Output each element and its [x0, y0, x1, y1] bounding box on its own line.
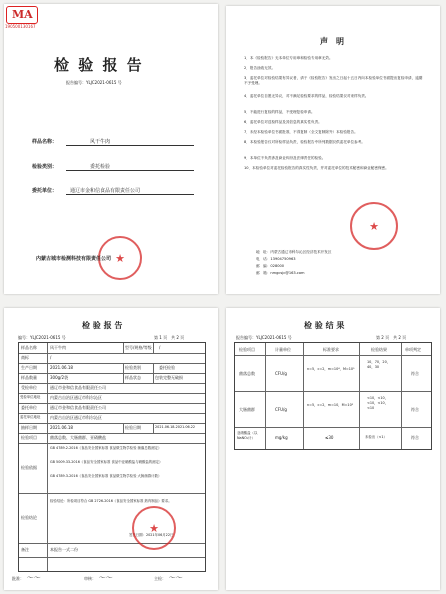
table-value: 2021.06.18-2021.06.22	[155, 425, 196, 429]
table-value: 包装完整无破损	[155, 375, 183, 380]
test-type-label: 检验类别：	[32, 164, 58, 170]
stamp-star-icon: ★	[115, 251, 125, 265]
table-label: 样品名称	[21, 345, 37, 350]
page-number: 第 2 页 共 2 页	[376, 335, 407, 340]
result-verdict: 符合	[411, 435, 419, 440]
result-requirement: n=5，c=2，m=10⁴，M=10⁵	[307, 367, 355, 371]
table-label: 样品状态	[125, 375, 141, 380]
official-stamp	[132, 506, 176, 550]
table-label: 检验类别	[125, 365, 141, 370]
results-table	[234, 342, 432, 450]
table-value: 内蒙古自治区通辽市科尔沁区	[50, 395, 102, 400]
page-number: 第 1 页 共 2 页	[154, 335, 185, 340]
remark-text: 本报告一式二份	[50, 547, 78, 552]
result-unit: CFU/g	[275, 407, 287, 412]
conclusion-label: 检验结论	[21, 515, 37, 520]
statement-item: 1．本《检验报告》无本单位专用章和检验专用章无效。	[244, 56, 333, 60]
tester-label: 主检：	[154, 576, 166, 581]
approver-label: 批准：	[12, 576, 24, 581]
reviewer-signature: ～～	[98, 574, 112, 582]
table-label: 检验项目	[21, 435, 37, 440]
table-value: 通辽市金和信食品有限责任公司	[50, 405, 106, 410]
stamp-star-icon: ★	[369, 219, 379, 233]
result-unit: mg/kg	[275, 435, 288, 440]
result-verdict: 符合	[411, 407, 419, 412]
result-unit: CFU/g	[275, 371, 287, 376]
basis-item: GB 4789.3-2016《食品安全国家标准 食品微生物学检验 大肠菌群计数》	[50, 474, 162, 478]
table-label: 样品数量	[21, 375, 37, 380]
table-value: 风干牛肉	[50, 345, 66, 350]
table-label: 型号/规格/等级	[125, 345, 152, 350]
statement-item: 5．不能进行复检的样品，不受理复检申请。	[244, 110, 315, 114]
stamp-star-icon: ★	[149, 521, 159, 535]
contact-phone: 电 话：13904750963	[256, 257, 296, 261]
report-table	[18, 342, 206, 572]
table-label: 受检单位	[21, 385, 37, 390]
column-header: 计量单位	[275, 347, 291, 352]
table-value: 2021.06.18	[50, 365, 73, 370]
statement-item: 10．本检验单位对委托检验报告的真实性负责，并对委托单位的技术秘密和商业秘密保密。	[244, 166, 389, 170]
report-detail-page	[4, 308, 218, 590]
statement-item: 6．委托单位对送检样品及其信息的真实性负责。	[244, 120, 322, 124]
issue-date: 签发日期：2021年06月22日	[129, 533, 174, 537]
table-label: 商标	[21, 355, 29, 360]
report-number: 编号：YLJC2021-0615 号	[18, 335, 66, 340]
reviewer-label: 审核：	[84, 576, 96, 581]
result-value: 10，70，20，40，30	[367, 360, 391, 369]
statement-item: 8．本检验报告仅对所检样品负责，检验报告中所列数据仅供委托单位参考。	[244, 140, 365, 144]
statement-page	[226, 6, 440, 294]
contact-email: 邮 箱：nmgcsjc@163.com	[256, 271, 305, 275]
contact-postcode: 邮 编：028000	[256, 264, 285, 268]
test-type-value: 委托检验	[90, 164, 111, 170]
table-label: 抽样日期	[21, 425, 37, 430]
table-value: 委托检验	[159, 365, 175, 370]
tester-signature: ～～	[168, 574, 182, 582]
table-value: /	[159, 345, 161, 350]
statement-item: 2．报告涂改无效。	[244, 66, 276, 70]
issuer-name: 内蒙古城市检测科技有限责任公司	[36, 256, 112, 262]
report-title: 检 验 报 告	[82, 320, 123, 330]
table-label: 委托单位地址	[20, 415, 41, 419]
basis-label: 检验依据	[21, 465, 37, 470]
table-value: 300g/2袋	[50, 375, 69, 380]
report-number: 报告编号：YLJC2021-0615 号	[66, 80, 122, 85]
result-verdict: 符合	[411, 371, 419, 376]
results-title: 检 验 结 果	[304, 320, 345, 330]
official-stamp	[350, 202, 398, 250]
contact-address: 地 址：内蒙古通辽市科尔沁区经济技术开发区	[256, 250, 332, 254]
approver-signature: ～～	[26, 574, 40, 582]
client-label: 委托单位：	[32, 188, 58, 194]
table-value: 2021.06.18	[50, 425, 73, 430]
report-number: 报告编号：YLJC2021-0615 号	[236, 335, 292, 340]
report-cover-page	[4, 4, 218, 294]
column-header: 检验结果	[371, 347, 387, 352]
results-page	[226, 308, 440, 590]
sample-name-value: 风干牛肉	[90, 139, 111, 145]
basis-item: GB 5009.33-2016《食品安全国家标准 食品中亚硝酸盐与硝酸盐的测定》	[50, 460, 163, 464]
result-value: 未检出（<1）	[365, 435, 387, 439]
table-label: 生产日期	[21, 365, 37, 370]
result-requirement: n=5，c=2，m=10，M=10²	[307, 403, 354, 407]
client-value: 通辽市金和信食品有限责任公司	[70, 188, 141, 194]
basis-item: GB 4789.2-2016《食品安全国家标准 食品微生物学检验 菌落总数测定》	[50, 446, 162, 450]
table-value: 内蒙古自治区通辽市科尔沁区	[50, 415, 102, 420]
table-value: 菌落总数、大肠菌群、亚硝酸盐	[50, 435, 106, 440]
sample-name-label: 样品名称：	[32, 139, 58, 145]
statement-item: 4．委托单位自愿无异议，对不满足检验要求的样品，检验结果仅对来样负责。	[244, 94, 369, 98]
result-item: 菌落总数	[239, 371, 255, 376]
result-value: <10，<10，<10，<10，<10	[367, 396, 389, 410]
statement-item: 9．本单位不负责涉及商业纠纷及法律责任的检验。	[244, 156, 326, 160]
table-value: 通辽市金和信食品有限责任公司	[50, 385, 106, 390]
table-label: 受检单位地址	[20, 395, 41, 399]
column-header: 单项判定	[405, 347, 421, 352]
result-item: 大肠菌群	[239, 407, 255, 412]
cert-number: 190500130167	[5, 24, 36, 29]
result-item: 亚硝酸盐（以NaNO₂计）	[237, 431, 258, 440]
statement-title: 声 明	[320, 36, 344, 46]
ma-logo: MA	[6, 6, 38, 24]
statement-item: 7．未经本检验单位书面批准，不得复制（全文复制除外）本检验报告。	[244, 130, 358, 134]
remark-label: 备注	[21, 547, 29, 552]
conclusion-text: 检验结论：所检项目符合 GB 2726-2016《食品安全国家标准 熟肉制品》要求。	[50, 499, 172, 503]
table-label: 检验日期	[125, 425, 141, 430]
table-label: 委托单位	[21, 405, 37, 410]
result-requirement: ≤30	[325, 435, 334, 440]
column-header: 标准要求	[323, 347, 339, 352]
statement-item: 3．委托单位对检验结果有异议者，请于《检验报告》发出之日起十五日内向本检验单位书面提出复检申请，逾期不予受理。	[244, 76, 423, 86]
cover-title: 检 验 报 告	[54, 56, 144, 74]
table-value: /	[50, 355, 52, 360]
column-header: 检验项目	[239, 347, 255, 352]
